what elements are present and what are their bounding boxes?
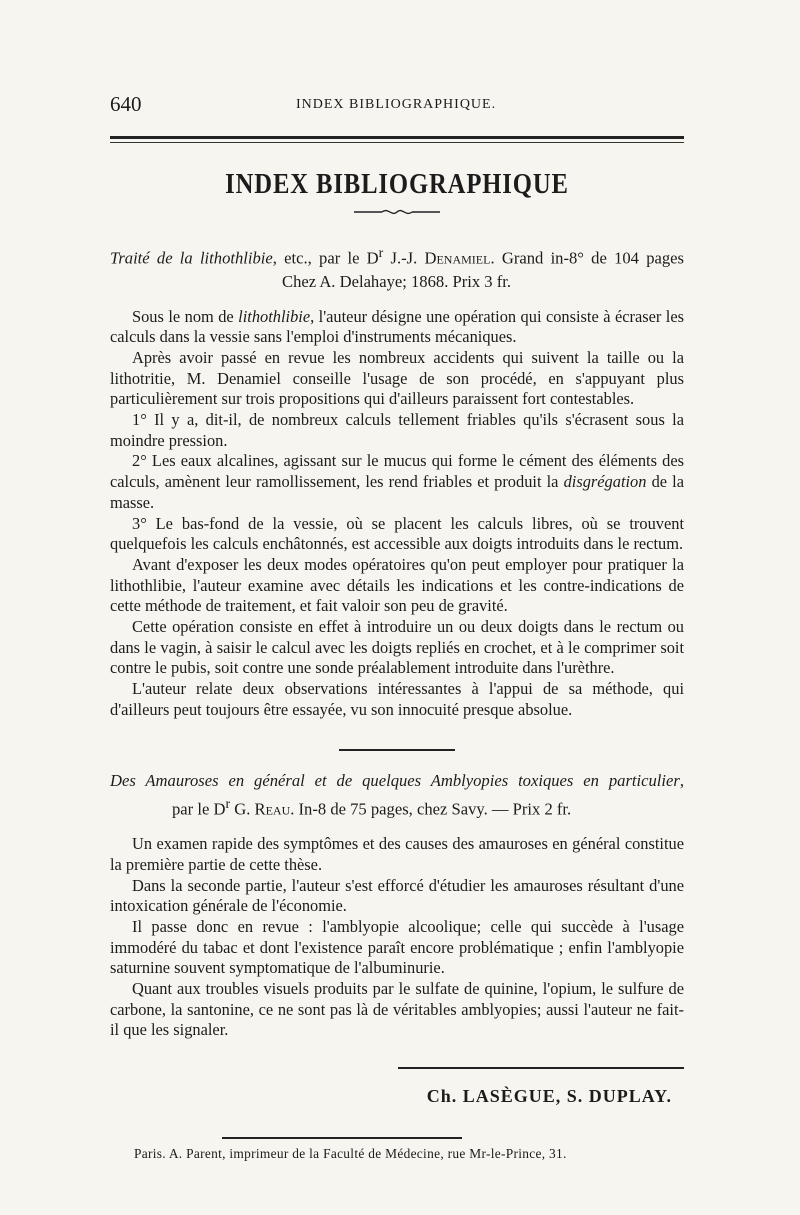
entry1-heading: Traité de la lithothlibie, etc., par le $D^r$ J.-J. Denamiel. Grand in-8° de 104 pages Chez A. Delahaye; 1868. Prix 3 fr. [110,245,684,291]
entry2-title: Des Amauroses en général et de quelques Amblyopies toxiques en particulier [110,770,680,790]
signature-rule [398,1067,684,1069]
running-head [110,92,684,120]
ornament-icon [110,205,684,219]
imprint: Paris. A. Parent, imprimeur de la Faculté de Médecine, rue Mr-le-Prince, 31. [134,1146,567,1162]
entry1-publisher: Chez A. Delahaye; 1868. Prix 3 fr. [282,271,512,291]
header-rule-thin [110,142,684,143]
entry2-author: Reau [254,799,291,819]
entry2-heading: Des Amauroses en général et de quelques Amblyopies toxiques en particulier, par le $D^r$ G. Reau. In-8 de 75 pages, chez Savy. — Prix 2 fr. [110,770,684,819]
entry1-body [110,307,684,721]
entry1-title: Traité de la lithothlibie [110,248,273,268]
header-rule-thick [110,136,684,139]
paragraph: Avant d'exposer les deux modes opératoires qu'on peut employer pour pratiquer la lithothlibie, l'auteur examine avec détails les indications et les contre-indications de cette méthode de traitement, et fait valoir son peu de gravité. [110,554,684,616]
paragraph: 2° Les eaux alcalines, agissant sur le mucus qui forme le cément des éléments des calculs, amènent leur ramollissement, les rend friables et produit la disgrégation de la masse. [110,451,684,512]
paragraph: 3° Le bas-fond de la vessie, où se placent les calculs libres, où se trouvent quelquefois les calculs enchâtonnés, est accessible aux doigts introduits dans le rectum. [110,513,684,554]
signature: Ch. LASÈGUE, S. DUPLAY. [426,1086,672,1107]
page [110,92,684,1162]
paragraph: Cette opération consiste en effet à introduire un ou deux doigts dans le rectum ou dans le vagin, à saisir le calcul avec les doigts repliés en crochet, et à le comprimer soit contre le pubis, soit contre une sonde préalablement introduite dans l'urèthre. [110,617,684,678]
page-number: 640 [110,92,142,116]
footer-rule [222,1137,462,1139]
paragraph: Un examen rapide des symptômes et des causes des amauroses en général constitue la première partie de cette thèse. [110,834,684,874]
main-title: INDEX BIBLIOGRAPHIQUE [225,169,569,200]
paragraph: Il passe donc en revue : l'amblyopie alcoolique; celle qui succède à l'usage immodéré du tabac et dont l'existence paraît encore problématique ; enfin l'amblyopie saturnine souvent symptomatique de l'albuminurie. [110,916,684,978]
entry2-body [110,834,684,1041]
paragraph: Quant aux troubles visuels produits par le sulfate de quinine, l'opium, le sulfure de carbone, la santonine, ce ne sont pas là de véritables amblyopies; aussi l'auteur ne fait-il que les signaler. [110,979,684,1040]
paragraph: 1° Il y a, dit-il, de nombreux calculs tellement friables qu'ils s'écrasent sous la moindre pression. [110,410,684,450]
paragraph: Après avoir passé en revue les nombreux accidents qui suivent la taille ou la lithotritie, M. Denamiel conseille l'usage de son procédé, en s'appuyant plus particulièrement sur trois propositions qui d'ailleurs paraissent fort contestables. [110,347,684,409]
entry1-author: Denamiel [424,248,491,268]
paragraph: Dans la seconde partie, l'auteur s'est efforcé d'étudier les amauroses résultant d'une intoxication générale de l'économie. [110,875,684,916]
running-title: INDEX BIBLIOGRAPHIQUE. [296,97,497,112]
entry-separator [339,749,455,751]
paragraph: L'auteur relate deux observations intéressantes à l'appui de sa méthode, qui d'ailleurs peut toujours être essayée, vu son innocuité presque absolue. [110,679,684,719]
paragraph: Sous le nom de lithothlibie, l'auteur désigne une opération qui consiste à écraser les calculs dans la vessie sans l'emploi d'instruments mécaniques. [110,306,685,347]
